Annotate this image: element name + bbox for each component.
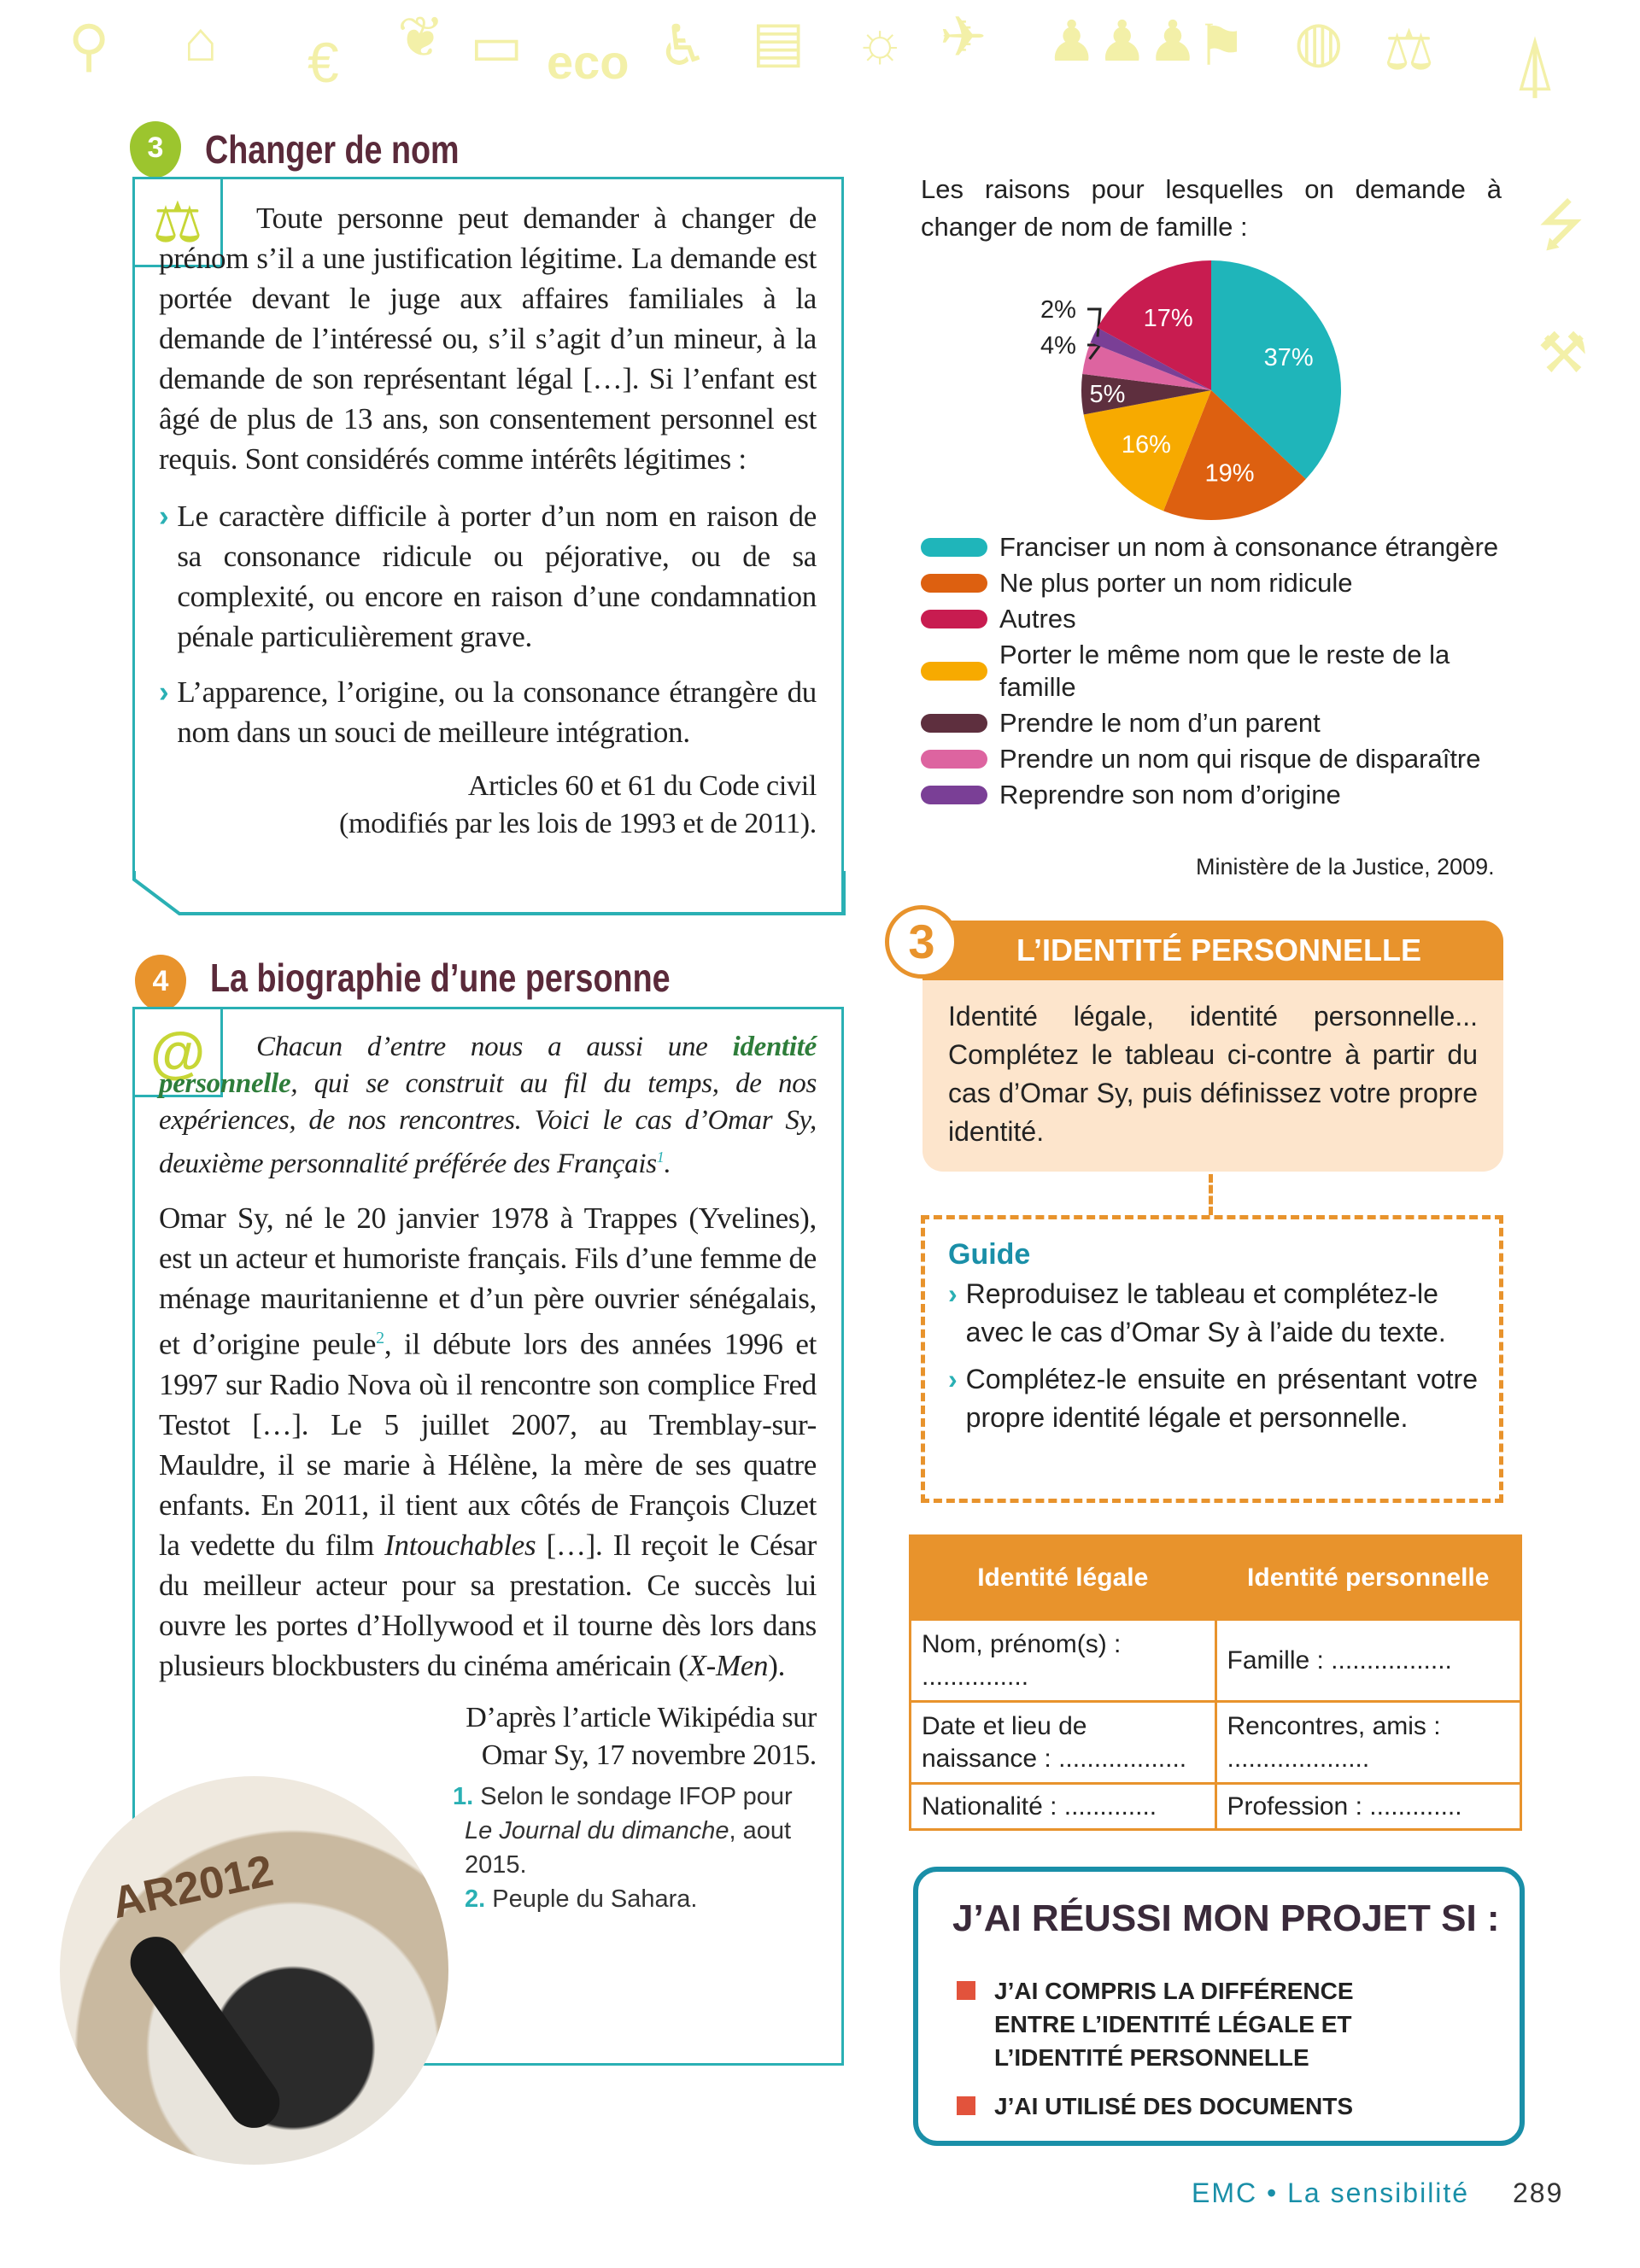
table-cell: Rencontres, amis : .................... [1215, 1702, 1521, 1784]
legend-label: Porter le même nom que le reste de la famille [999, 640, 1450, 702]
legend-item [921, 603, 1536, 635]
success-title: J’AI RÉUSSI MON PROJET SI : [952, 1897, 1500, 1939]
globe-icon: ◍ [1294, 9, 1344, 73]
pie-data-label: 16% [1121, 430, 1171, 459]
leader-line [1087, 309, 1100, 336]
book-icon: ▤ [752, 9, 805, 73]
guide-title: Guide [948, 1238, 1031, 1271]
activity-text: Identité légale, identité personnelle... Complétez le tableau ci-contre à partir du cas d’Omar Sy, puis définissez votre propre identité. [948, 1001, 1478, 1147]
chart-source: Ministère de la Justice, 2009. [1196, 854, 1495, 880]
chart-legend [921, 531, 1536, 815]
doc4-number-badge: 4 [135, 955, 186, 1011]
footnote-ref: 2 [376, 1329, 384, 1347]
doc4-title: La biographie d’une personne [210, 956, 671, 1000]
legend-swatch [921, 714, 987, 733]
source-line: Omar Sy, 17 novembre 2015. [481, 1739, 817, 1771]
people-icon: ♟♟♟ [1046, 9, 1198, 73]
legend-item [921, 743, 1536, 775]
legend-item [921, 707, 1536, 739]
plane-icon: ✈ [940, 5, 987, 68]
table-cell: Nationalité : ............. [911, 1784, 1216, 1830]
euro-coin-icon: € [308, 31, 339, 94]
connector-line [1209, 1174, 1213, 1215]
bullet-text: Le caractère difficile à porter d’un nom en raison de sa consonance ridicule ou péjorative, ou de sa complexité, ou encore en raison d’une condamnation pénale particulièrement grave. [177, 500, 817, 653]
chart-title: Les raisons pour lesquelles on demande à changer de nom de famille : [921, 174, 1502, 242]
footnote: 2. Peuple du Sahara. [465, 1885, 698, 1913]
legend-item [921, 531, 1536, 564]
legend-label: Franciser un nom à consonance étrangère [999, 532, 1499, 562]
doc4-footnotes [453, 1780, 794, 1916]
doc3-bullet: › L’apparence, l’origine, ou la consonance étrangère du nom dans un souci de meilleure intégration. [159, 672, 817, 752]
eco-icon: eco [547, 35, 630, 89]
flag-icon: ⚑ [1196, 14, 1247, 77]
scales-icon: ⚖ [1384, 18, 1435, 81]
success-box [913, 1867, 1525, 2146]
doc3-box-bottom [128, 871, 854, 917]
source-line: (modifiés par les lois de 1993 et de 2011). [339, 808, 817, 839]
bank-icon: ⌂ [184, 9, 218, 73]
bullet-text: L’apparence, l’origine, ou la consonance étrangère du nom dans un souci de meilleure intégration. [177, 675, 817, 749]
page-number: 289 [1512, 2177, 1564, 2208]
table-cell: Famille : ................. [1215, 1620, 1521, 1702]
legend-item [921, 779, 1536, 811]
legend-label: Reprendre son nom d’origine [999, 780, 1341, 810]
table-row [911, 1784, 1521, 1830]
doc4-paragraph: Omar Sy, né le 20 janvier 1978 à Trappes (Yvelines), est un acteur et humoriste français. Fils d’une femme de ménage mauritanienne et d’un père ouvrier sénégalais, et d’origine peule$^2$, il débute lors des années 1996 et 1997 sur Radio Nova où il rencontre son complice Fred Testot […]. Le 5 juillet 2007, au Tremblay-sur-Mauldre, il se marie à Hélène, la mère de ses quatre enfants. En 2011, il tient aux côtés de François Cluzet la vedette du film Intouchables […]. Il reçoit le César du meilleur acteur pour sa prestation. Ce succès lui ouvre les portes d’Hollywood et il tourne dès lors dans plusieurs blockbusters du cinéma américain (X-Men). [159, 1201, 817, 1682]
doc3-bullets [159, 496, 817, 752]
legend-swatch [921, 662, 987, 681]
highlight-term: identité personnelle [159, 1032, 817, 1099]
legend-swatch [921, 574, 987, 593]
legend-label: Prendre le nom d’un parent [999, 708, 1321, 738]
footer-section: La sensibilité [1287, 2177, 1470, 2208]
legend-label: Autres [999, 604, 1076, 634]
legend-label: Prendre un nom qui risque de disparaître [999, 744, 1481, 774]
pie-chart [982, 249, 1367, 531]
idea-icon: ☼ [854, 9, 906, 73]
activity-number: 3 [885, 905, 958, 979]
activity-title: L’IDENTITÉ PERSONNELLE [1016, 932, 1422, 967]
table-row [911, 1702, 1521, 1784]
doc3-paragraph: Toute personne peut demander à changer de prénom s’il a une justification légitime. La demande est portée devant le juge aux affaires familiales à la demande de l’intéressé ou, s’il s’agit d’un mineur, à la demande de son représentant légal […]. Si l’enfant est âgé de plus de 13 ans, son consentement personnel est requis. Sont considérés comme intérêts légitimes : [159, 202, 817, 476]
pie-data-label: 17% [1143, 304, 1193, 332]
pie-data-label: 5% [1089, 380, 1126, 408]
success-item: J’AI UTILISÉ DES DOCUMENTS [957, 2090, 1435, 2123]
film-title: Intouchables [384, 1528, 536, 1562]
guide-item: › Reproduisez le tableau et complétez-le avec le cas d’Omar Sy à l’aide du texte. [948, 1278, 1446, 1347]
table-cell: Profession : ............. [1215, 1784, 1521, 1830]
pie-data-label: 2% [1040, 296, 1076, 324]
table-cell: Date et lieu de naissance : .................. [911, 1702, 1216, 1784]
doc4-intro: Chacun d’entre nous a aussi une identité personnelle, qui se construit au fil du temps, de nos expériences, de nos rencontres. Voici le cas d’Omar Sy, deuxième personnalité préférée des Français$^1$. [159, 1032, 817, 1179]
pie-data-label: 19% [1204, 459, 1255, 488]
scales-icon: ⚖ [152, 190, 203, 254]
pie-data-label: 4% [1040, 332, 1076, 359]
legend-item [921, 567, 1536, 599]
computer-icon: ▭ [470, 14, 524, 77]
source-line: D’après l’article Wikipédia sur [466, 1701, 817, 1733]
dove-icon: ❦ [397, 5, 445, 68]
legend-swatch [921, 786, 987, 804]
legend-swatch [921, 538, 987, 557]
footer-subject: EMC [1192, 2177, 1258, 2208]
at-icon: @ [149, 1020, 206, 1084]
usb-icon: ⭍ [1538, 193, 1584, 256]
photo-banner-text: AR2012 [108, 1845, 278, 1929]
doc3-source [159, 768, 817, 843]
table-cell: Nom, prénom(s) : ............... [911, 1620, 1216, 1702]
magnifier-icon: ⚲ [68, 14, 110, 77]
legend-swatch [921, 610, 987, 628]
doc4-source [453, 1699, 817, 1774]
doc3-content [159, 198, 817, 843]
guide-content [948, 1238, 1478, 1437]
gavel-icon: ⚒ [1538, 321, 1589, 384]
antenna-icon: ⍋ [1512, 21, 1558, 107]
doc3-number-badge: 3 [130, 121, 181, 178]
doc3-title: Changer de nom [205, 127, 460, 172]
legend-label: Ne plus porter un nom ridicule [999, 568, 1353, 598]
guide-item: › Complétez-le ensuite en présentant votre propre identité légale et personnelle. [948, 1364, 1478, 1433]
wheelchair-icon: ♿ [658, 14, 709, 77]
footer: EMC • La sensibilité 289 [1192, 2177, 1564, 2208]
table-row [911, 1620, 1521, 1702]
footnote-ref: 1 [656, 1149, 665, 1166]
film-title: X-Men [688, 1648, 769, 1682]
source-line: Articles 60 et 61 du Code civil [467, 770, 817, 802]
table-header: Identité personnelle [1215, 1536, 1521, 1620]
pie-data-label: 37% [1263, 343, 1314, 371]
legend-swatch [921, 750, 987, 769]
table-header: Identité légale [911, 1536, 1216, 1620]
identity-table [909, 1534, 1522, 1831]
success-item: J’AI COMPRIS LA DIFFÉRENCE ENTRE L’IDENTITÉ LÉGALE ET L’IDENTITÉ PERSONNELLE [957, 1974, 1435, 2074]
doc3-bullet: › Le caractère difficile à porter d’un nom en raison de sa consonance ridicule ou péjorative, ou de sa complexité, ou encore en raison d’une condamnation pénale particulièrement grave. [159, 496, 817, 657]
legend-item [921, 639, 1536, 704]
footnote: 1. Selon le sondage IFOP pour Le Journal du dimanche, aout 2015. [453, 1782, 793, 1879]
doc4-content [159, 1029, 817, 1916]
